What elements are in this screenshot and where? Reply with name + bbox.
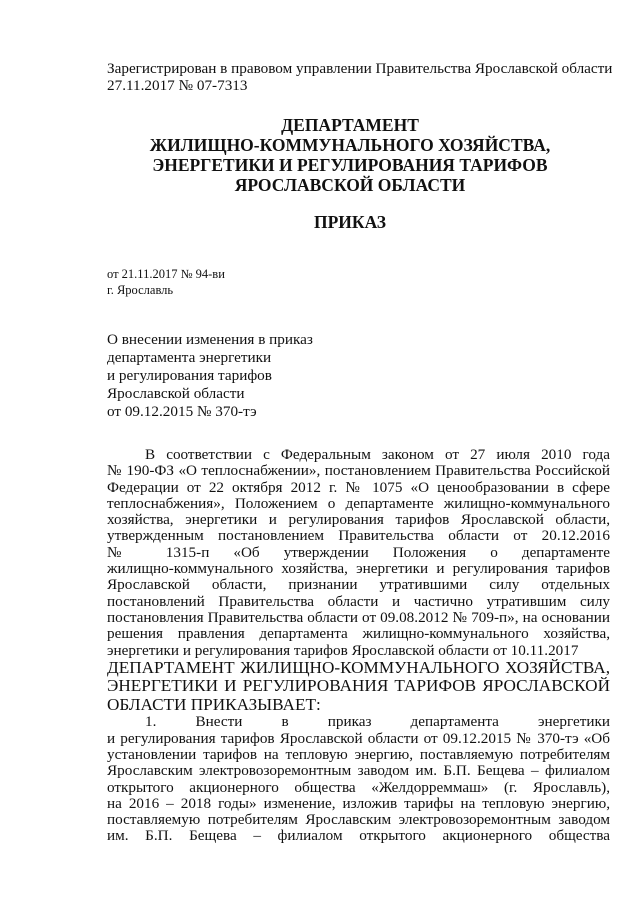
department-line: ЖИЛИЩНО-КОММУНАЛЬНОГО ХОЗЯЙСТВА, bbox=[149, 135, 551, 155]
body-line: ДЕПАРТАМЕНТ ЖИЛИЩНО-КОММУНАЛЬНОГО ХОЗЯЙСТВА, bbox=[107, 658, 610, 677]
body-line: поставляемую потребителям Ярославским электровозоремонтным заводом bbox=[107, 812, 610, 829]
body-line: Ярославской области, признании утратившими силу отдельных bbox=[107, 577, 610, 594]
order-date-number: от 21.11.2017 № 94-ви bbox=[107, 267, 225, 281]
body-line: установлении тарифов на тепловую энергию, поставляемую потребителям bbox=[107, 746, 610, 763]
body-line: теплоснабжения», Положением о департаменте жилищно-коммунального bbox=[107, 495, 610, 512]
subject-line: и регулирования тарифов bbox=[107, 367, 272, 384]
body-line: открытого акционерного общества «Желдорреммаш» (г. Ярославль), bbox=[107, 779, 610, 796]
order-meta bbox=[107, 266, 225, 298]
department-line: ДЕПАРТАМЕНТ bbox=[281, 115, 419, 135]
body-line: Федерации от 22 октября 2012 г. № 1075 «О ценообразовании в сфере bbox=[107, 479, 610, 496]
body-line: Ярославским электровозоремонтным заводом им. Б.П. Бещева – филиалом bbox=[107, 763, 610, 780]
subject-line: О внесении изменения в приказ bbox=[107, 331, 313, 348]
body-line: постановления Правительства области от 09.08.2012 № 709-п», на основании bbox=[107, 609, 610, 626]
subject-line: департамента энергетики bbox=[107, 349, 272, 366]
body-line: ЭНЕРГЕТИКИ И РЕГУЛИРОВАНИЯ ТАРИФОВ ЯРОСЛАВСКОЙ bbox=[107, 677, 610, 696]
order-subject bbox=[107, 331, 313, 421]
body-line: утвержденным постановлением Правительства области от 20.12.2016 bbox=[107, 528, 610, 545]
body-line: В соответствии с Федеральным законом от 27 июля 2010 года bbox=[145, 447, 610, 463]
registration-note bbox=[107, 60, 627, 94]
body-line: и регулирования тарифов Ярославской области от 09.12.2015 № 370-тэ «Об bbox=[107, 730, 610, 747]
body-line: постановлений Правительства области и частично утратившим силу bbox=[107, 593, 610, 610]
department-heading bbox=[100, 115, 600, 195]
subject-line: Ярославской области bbox=[107, 385, 245, 402]
body-line: № 1315-п «Об утверждении Положения о департаменте bbox=[107, 544, 610, 561]
registration-number: 27.11.2017 № 07-7313 bbox=[107, 77, 248, 94]
registration-line: Зарегистрирован в правовом управлении Правительства Ярославской области bbox=[107, 60, 613, 77]
body-line: им. Б.П. Бещева – филиалом открытого акционерного общества bbox=[107, 828, 610, 845]
body-line: на 2016 – 2018 годы» изменение, изложив тарифы на тепловую энергию, bbox=[107, 795, 610, 812]
body-line: решения правления департамента жилищно-коммунального хозяйства, bbox=[107, 626, 610, 643]
order-city: г. Ярославль bbox=[107, 283, 174, 297]
order-title: ПРИКАЗ bbox=[313, 212, 387, 232]
department-line: ЯРОСЛАВСКОЙ ОБЛАСТИ bbox=[234, 175, 466, 195]
body-line: № 190-ФЗ «О теплоснабжении», постановлением Правительства Российской bbox=[107, 463, 610, 480]
body-line: хозяйства, энергетики и регулирования тарифов Ярославской области, bbox=[107, 512, 610, 529]
body-line: ОБЛАСТИ ПРИКАЗЫВАЕТ: bbox=[107, 695, 321, 714]
department-line: ЭНЕРГЕТИКИ И РЕГУЛИРОВАНИЯ ТАРИФОВ bbox=[152, 155, 548, 175]
order-body bbox=[107, 447, 610, 845]
body-line: 1. Внести в приказ департамента энергетики bbox=[145, 714, 610, 731]
subject-line: от 09.12.2015 № 370-тэ bbox=[107, 403, 257, 420]
body-line: жилищно-коммунального хозяйства, энергетики и регулирования тарифов bbox=[107, 561, 610, 578]
body-line: энергетики и регулирования тарифов Ярославской области от 10.11.2017 bbox=[107, 642, 579, 659]
